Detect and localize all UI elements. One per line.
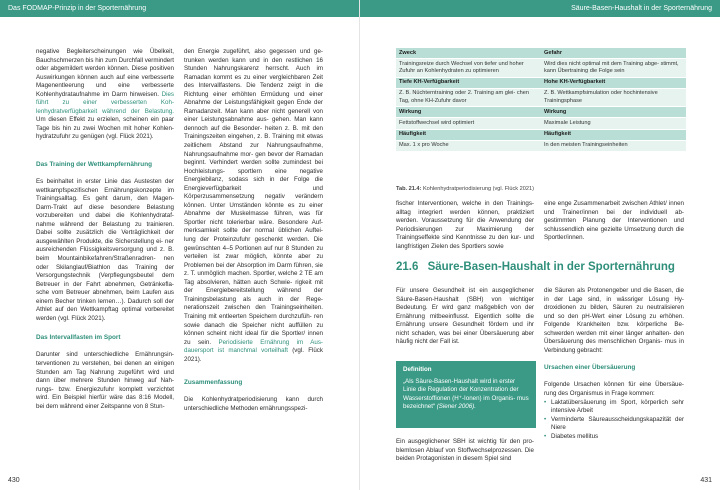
definition-text: „Als Säure-Basen-Haushalt wird in erster Linie die Regulation der Konzentration der Wasserstoffionen (H⁺-Ionen) im Organis- mus bezeichnet“ — [403, 377, 529, 410]
table-cell: In den meisten Trainingseinheiten — [541, 140, 686, 151]
left-col2-para1-tail: (vgl. Flück 2021). — [184, 347, 323, 363]
periodization-table — [396, 48, 686, 152]
right-column-2 — [544, 287, 684, 441]
bullet-icon: • — [544, 415, 547, 423]
table-caption — [396, 186, 534, 192]
table-cell: Z. B. Nüchterntraining oder 2. Training am glei- chen Tag, ohne KH-Zufuhr davor — [396, 88, 541, 106]
heading-ursachen: Ursachen einer Übersäuerung — [544, 363, 636, 371]
list-item-text: Laktatübersäuerung im Sport, körperlich sehr intensive Arbeit — [551, 398, 684, 415]
table-cell: Gefahr — [541, 48, 686, 59]
section-title-text: Säure-Basen-Haushalt in der Sporternährung — [427, 261, 675, 273]
table-cell: Wirkung — [541, 107, 686, 118]
list-item — [544, 433, 684, 442]
heading-wettkampfernaehrung: Das Training der Wettkampfernährung — [36, 160, 152, 168]
definition-title: Definition — [403, 366, 432, 373]
left-column-2 — [184, 48, 323, 413]
right-top-col1: fischer Interventionen, welche in den Trainings- alltag integriert werden können, praktiziert werden. Voraussetzung für die Anwendung der Periodisierungen zur Maximierung der Trainingseffekte sind Kenntnisse zu den kur- und langfristigen Zielen des Sportlers sowie — [396, 200, 534, 250]
table-cell: Fettstoffwechsel wird optimiert — [396, 118, 541, 129]
right-running-header: Säure-Basen-Haushalt in der Sporternährung — [360, 0, 720, 17]
left-running-header: Das FODMAP-Prinzip in der Sporternährung — [0, 0, 360, 17]
list-item-text: Vermindertе Säureausscheidungskapazität der Niere — [551, 415, 684, 432]
heading-intervallfasten: Das Intervallfasten im Sport — [36, 333, 121, 341]
right-col2-para: die Säuren als Protonengeber und die Basen, die in der Lage sind, in wässriger Lösung Hy- droxidionen zu bilden, Säuren zu neutralisieren und so den pH-Wert einer Lösung zu erhöhen. Folgende Krankheiten bzw. körperliche Be- schwerden werden mit einer länger anhalten- den Übersäuerung des menschlichen Organis- mus in Verbindung gebracht: — [544, 287, 684, 354]
table-cell: Maximale Leistung — [541, 118, 686, 129]
table-cell: Häufigkeit — [396, 129, 541, 140]
bullet-icon: • — [544, 432, 547, 440]
left-page-number: 430 — [8, 477, 20, 484]
table-row — [396, 88, 686, 106]
right-top-col2: eine enge Zusammenarbeit zwischen Athlet/ innen und Trainer/innen bei der individuell ab- gestimmten Planung der Interventionen und schlussendlich eine gezielte Umsetzung durch die Sportler/innen. — [544, 200, 684, 242]
right-col1-para: Für unsere Gesundheit ist ein ausgeglichener Säure-Basen-Haushalt (SBH) von wichtiger Bedeutung. Er wird ganz maßgeblich von der Ernährung mitbeeinflusst. Eigentlich sollte die Ernährung unsere Gesundheit fördern und ihr nicht schaden, was bei einer Übersäuerung aber häufig nicht der Fall ist. — [396, 287, 534, 346]
right-col1-bottom: Ein ausgeglichener SBH ist wichtig für den pro- blemlosen Ablauf von Stoffwechselprozessen. Die beiden Protagonisten in diesem Spiel sind — [396, 438, 534, 463]
right-page — [360, 0, 720, 490]
left-col1-para2: Es beinhaltet in erster Linie das Austesten der wettkampfspezifischen Ernährungskonzepte im Trainingsalltag. Es geht darum, den Magen- Darm-Trakt auf diese besondere Belastung vorzubereiten und dabei die Kohlenhydrataf- nahme während der Belastung zu trainieren. Dabei sollte zusätzlich die Verträglichkeit der ausgewählten Produkte, die Sicherstellung ei- ner ausreichenden Flüssigkeitsversorgung und z. B. beim Mountainbikefahren/Straßenradren- nen oder Skilanglauf/Biathlon das Training der Versorgungstechnik (Verpflegungsbeutel dem Betreuer in der Fahrt abnehmen, Getränkefla- sche vom Betreuer abnehmen, beim Laufen aus einem Becher trinken lernen…). Dadurch soll der Athlet auf den Wettkampftag optimal vorbereitet werden (vgl. Flück 2021). — [36, 178, 174, 322]
table-cell: Tiefe KH-Verfügbarkeit — [396, 77, 541, 88]
table-header-row — [396, 129, 686, 140]
list-item-text: Diabetes mellitus — [551, 432, 599, 440]
list-item — [544, 416, 684, 433]
list-item — [544, 399, 684, 416]
left-col2-para1: den Energie zugeführt, also gegessen und ge- trunken werden kann und in den restlichen 16 Stunden Nahrungskarenz herrscht. Auch im Ramadan kommt es zu einer vergleichbaren Zeit des Intervallfastens. Die Tendenz zeigt in die Richtung einer erhöhten Ermüdung und einer Abnahme der Leistungsfähigkeit gegen Ende der Ramadanzeit. Man kann aber nicht generell von einer Leistungsabnahme aus- gehen. Man kann dennoch auf die Besonder- heiten z. B. mit den Trainingszeiten eingehen, z. B. Training mit etwas zeitlichem Abstand zur Nahrungsaufnahme, Nahrungsaufnahme mor- gen bevor der Ramadan beginnt. Verhindert werden sollte zumindest bei Hochleistungs- sportlern eine negative Energiebilanz, sodass sich in der Folge die Energieverfügbarkeit und Körperzusammensetzung negativ verändern können. Unter Umständen könnte es zu einer Abnahme der Muskelmasse führen, was für Sportler nicht tolerierbar wäre. Besondere Auf- merksamkeit sollte der normal üblichen Auftei- lung der Proteinzufuhr geschenkt werden. Die gewünschten 4–5 Portionen auf nur 8 Stunden zu verteilen ist zwar möglich, könnte aber zu Problemen bei der Absorption im Darm führen, sie z. T. unmöglich machen. Sportler, welche 2 TE am Tag absolvieren, hätten auch Schwie- rigkeit mit der Energiebereitstellung während der Trainingsbelastung als auch in der Rege- nerationszeit zwischen den Trainingseinheiten. Training mit entleerten Speichern durchzufüh- ren sowie danach die Speicher nicht auffüllen zu können scheint nicht ideal für die Sportler/ innen zu sein. — [184, 48, 323, 346]
table-header-row — [396, 77, 686, 88]
section-number: 21.6 — [396, 261, 419, 273]
left-col2-para2: Die Kohlenhydratperiodisierung kann durch unterschiedliche Methoden ernährungsspezi- — [184, 396, 323, 412]
table-header-row — [396, 107, 686, 118]
left-col1-para1-tail: Um diesen Effekt zu erzielen, scheinen ein paar Tage bis hin zu zwei Wochen mit hoher Kohlen- hydratzufuhr zu genügen (vgl. Flück 2021). — [36, 116, 174, 141]
table-cell: Max. 1 x pro Woche — [396, 140, 541, 151]
left-column-1 — [36, 48, 174, 411]
left-col2-highlight: Periodisierte Ernährung im Aus- dauersport ist manchmal vorteilhaft — [184, 338, 323, 355]
definition-box — [396, 361, 536, 428]
table-cell: Hohe KH-Verfügbarkeit — [541, 77, 686, 88]
table-caption-label: Tab. 21.4: — [396, 186, 422, 192]
table-cell: Trainingsreize durch Wechsel von tiefer und hoher Zufuhr an Kohlenhydraten zu optimieren — [396, 59, 541, 77]
definition-citation: (Siener 2006). — [436, 403, 476, 410]
left-col1-highlight: Dies führt zu einer verbesserten Koh- lenhydratverfügbarkeit während der Belastung. — [36, 90, 174, 115]
table-row — [396, 118, 686, 129]
right-page-number: 431 — [700, 477, 712, 484]
table-cell: Z. B. Wettkampfsimulation oder hochintensive Trainingsphase — [541, 88, 686, 106]
table-row — [396, 140, 686, 151]
table-cell: Wirkung — [396, 107, 541, 118]
right-col2-para2: Folgende Ursachen können für eine Übersäue- rung des Organismus in Frage kommen: — [544, 381, 684, 397]
left-col1-para1: negative Begleiterscheinungen wie Übelkeit, Bauchschmerzen bis hin zum Durchfall vermindert oder abgemildert werden können. Diese positiven Auswirkungen können auch auf eine verbesserte Magenentleerung und eine verbesserte Kohlenhydrataufnahme im Darm hinweisen. — [36, 48, 174, 98]
table-row — [396, 59, 686, 77]
table-cell: Wird dies nicht optimal mit dem Training abge- stimmt, kann Übertraining die Folge sein — [541, 59, 686, 77]
table-caption-text: Kohlenhydratperiodisierung (vgl. Flück 2021) — [422, 186, 534, 192]
table-header-row — [396, 48, 686, 59]
heading-zusammenfassung: Zusammenfassung — [184, 378, 243, 386]
section-title — [396, 261, 675, 273]
table-cell: Häufigkeit — [541, 129, 686, 140]
left-col1-para3: Darunter sind unterschiedliche Ernährungsin- terventionen zu verstehen, bei denen an einigen Stunden am Tag Nahrung zugeführt wird und dann über mehrere Stunden hinweg auf Nah- rungs- bzw. Energiezufuhr komplett verzichtet wird. Ein Beispiel hierfür wäre das 8:16 Modell, bei dem während einer Zeitspanne von 8 Stun- — [36, 351, 174, 410]
causes-list — [544, 399, 684, 442]
bullet-icon: • — [544, 398, 547, 406]
table-cell: Zweck — [396, 48, 541, 59]
